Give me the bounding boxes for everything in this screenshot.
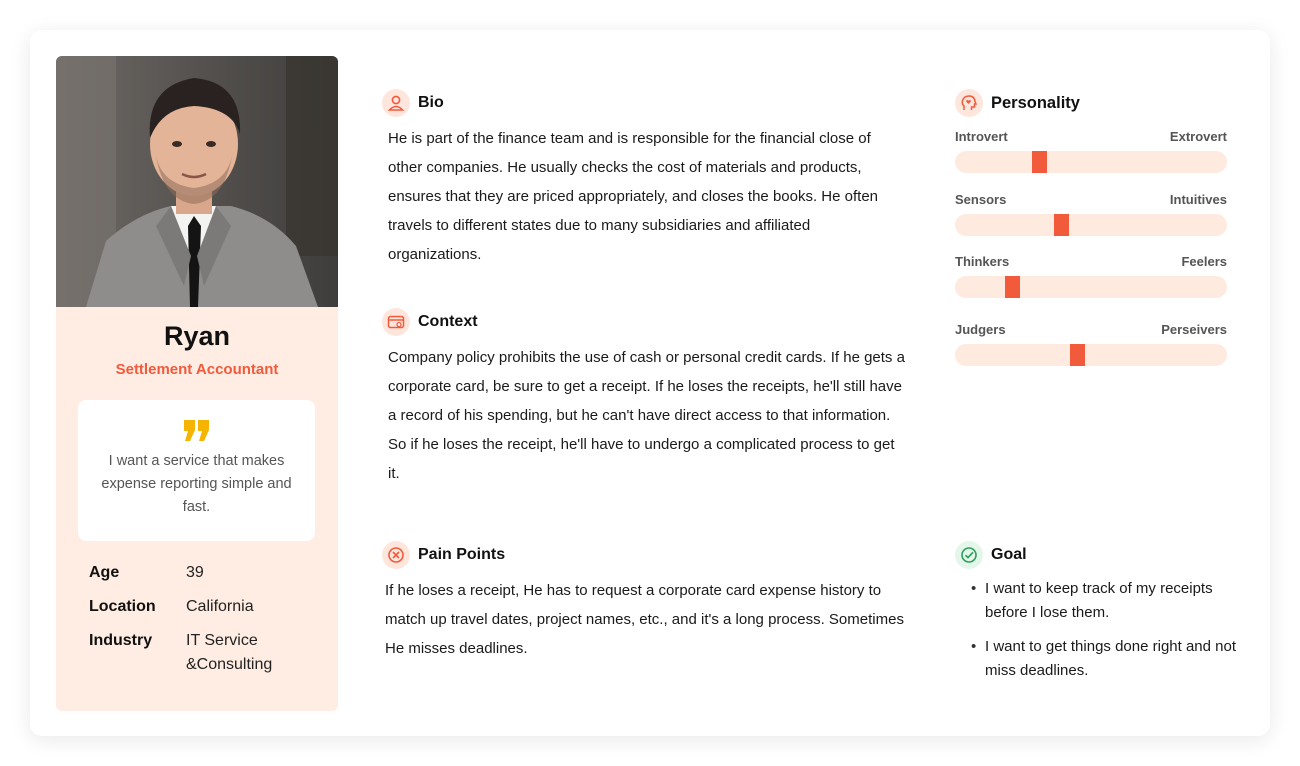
trait-left-label: Judgers — [955, 322, 1006, 337]
x-circle-icon — [382, 541, 410, 569]
trait-marker — [1054, 214, 1069, 236]
persona-name: Ryan — [163, 321, 231, 351]
trait-bar — [955, 214, 1227, 236]
trait-right-label: Extrovert — [1169, 129, 1227, 144]
trait-left-label: Sensors — [955, 192, 1007, 207]
list-item: • I want to keep track of my receipts before I lose them. — [955, 577, 1245, 625]
detail-row-industry — [89, 629, 329, 677]
pain-points-title: Pain Points — [418, 546, 506, 563]
persona-role: Settlement Accountant — [115, 361, 279, 378]
trait-left-label: Thinkers — [955, 254, 1010, 269]
goal-title: Goal — [991, 546, 1027, 563]
trait-right-label: Perseivers — [1161, 322, 1227, 337]
profile-panel — [56, 56, 338, 711]
detail-row-age — [89, 561, 329, 585]
context-title: Context — [418, 313, 478, 330]
detail-value: California — [186, 598, 254, 615]
bio-section — [382, 87, 907, 269]
quote-text: I want a service that makes expense reporting simple and fast. — [101, 453, 292, 515]
bio-title: Bio — [418, 94, 444, 111]
trait-marker — [1032, 151, 1047, 173]
trait-marker — [1070, 344, 1085, 366]
context-text: Company policy prohibits the use of cash or personal credit cards. If he gets a corporate card, be sure to get a receipt. If he loses the receipts, he'll still have a record of his spending, but he can't have direct access to that information. So if he loses the receipt, he'll have to undergo a complicated process to get it. — [388, 349, 905, 482]
credit-card-search-icon — [382, 308, 410, 336]
trait-thinkers-feelers — [955, 254, 1227, 298]
context-section — [382, 306, 907, 488]
user-icon — [382, 89, 410, 117]
detail-row-location — [89, 595, 329, 619]
list-item: • I want to get things done right and not miss deadlines. — [955, 635, 1245, 683]
detail-value: 39 — [186, 564, 204, 581]
trait-bar — [955, 344, 1227, 366]
check-circle-icon — [955, 541, 983, 569]
trait-left-label: Introvert — [955, 129, 1008, 144]
persona-details — [89, 561, 329, 687]
trait-right-label: Feelers — [1181, 254, 1227, 269]
head-heart-icon — [955, 89, 983, 117]
detail-label: Age — [89, 564, 120, 581]
trait-bar — [955, 276, 1227, 298]
personality-title: Personality — [991, 93, 1080, 112]
detail-value: IT Service &Consulting — [186, 632, 273, 673]
persona-card — [30, 30, 1270, 736]
quote-box — [78, 400, 315, 541]
personality-section — [955, 87, 1235, 337]
bio-text: He is part of the finance team and is responsible for the financial close of other companies. He usually checks the cost of materials and products, ensures that they are priced appropriately, and closes the books. He often travels to different states due to many subsidiaries and affiliated organizations. — [388, 130, 879, 263]
trait-right-label: Intuitives — [1169, 192, 1227, 207]
trait-bar — [955, 151, 1227, 173]
detail-label: Location — [89, 598, 156, 615]
profile-photo — [56, 56, 338, 307]
pain-points-section — [382, 539, 907, 663]
trait-sensors-intuitives — [955, 192, 1227, 236]
trait-introvert-extrovert — [955, 129, 1227, 173]
detail-label: Industry — [89, 632, 153, 649]
goal-section — [955, 539, 1245, 693]
pain-points-text: If he loses a receipt, He has to request a corporate card expense history to match up travel dates, project names, etc., and it's a long process. Sometimes He misses deadlines. — [385, 582, 904, 657]
quote-icon — [184, 420, 210, 442]
goal-list — [955, 577, 1245, 683]
trait-judgers-perseivers — [955, 322, 1227, 366]
trait-marker — [1005, 276, 1020, 298]
